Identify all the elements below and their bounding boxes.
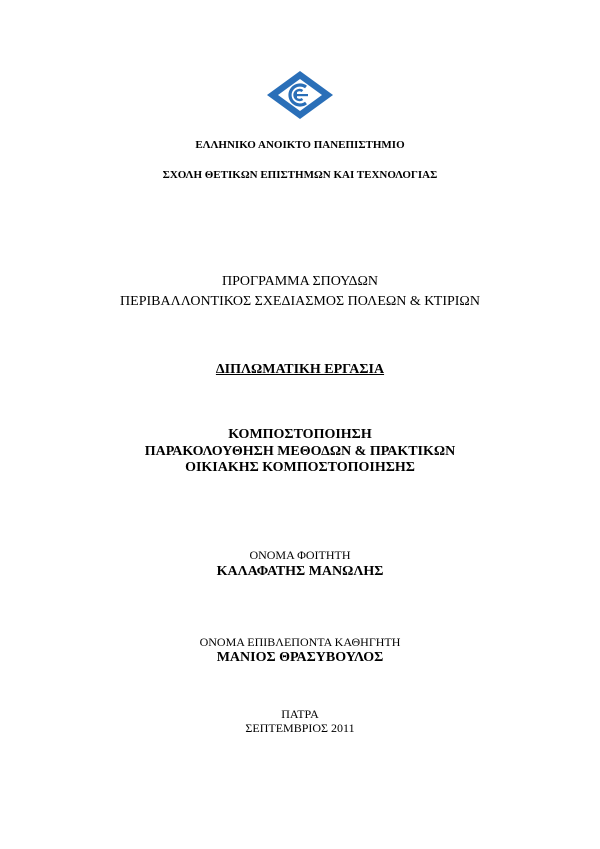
title-line-2: ΠΑΡΑΚΟΛΟΥΘΗΣΗ ΜΕΘΟΔΩΝ & ΠΡΑΚΤΙΚΩΝ <box>144 444 456 459</box>
student-label: ΟΝΟΜΑ ΦΟΙΤΗΤΗ <box>249 548 351 562</box>
title-line-3: ΟΙΚΙΑΚΗΣ ΚΟΜΠΟΣΤΟΠΟΙΗΣΗΣ <box>185 460 415 475</box>
date: ΣΕΠΤΕΜΒΡΙΟΣ 2011 <box>245 721 355 735</box>
school-name: ΣΧΟΛΗ ΘΕΤΙΚΩΝ ΕΠΙΣΤΗΜΩΝ ΚΑΙ ΤΕΧΝΟΛΟΓΙΑΣ <box>162 169 438 181</box>
student-name: ΚΑΛΑΦΑΤΗΣ ΜΑΝΩΛΗΣ <box>216 564 384 579</box>
program-label: ΠΡΟΓΡΑΜΜΑ ΣΠΟΥΔΩΝ <box>221 274 378 289</box>
supervisor-label: ΟΝΟΜΑ ΕΠΙΒΛΕΠΟΝΤΑ ΚΑΘΗΓΗΤΗ <box>199 635 401 649</box>
university-logo-icon <box>266 70 334 120</box>
place: ΠΑΤΡΑ <box>281 707 319 721</box>
title-line-1: ΚΟΜΠΟΣΤΟΠΟΙΗΣΗ <box>228 427 372 442</box>
program-name: ΠΕΡΙΒΑΛΛΟΝΤΙΚΟΣ ΣΧΕΔΙΑΣΜΟΣ ΠΟΛΕΩΝ & ΚΤΙΡΙΩΝ <box>120 294 480 309</box>
thesis-type: ΔΙΠΛΩΜΑΤΙΚΗ ΕΡΓΑΣΙΑ <box>215 362 385 377</box>
supervisor-name: ΜΑΝΙΟΣ ΘΡΑΣΥΒΟΥΛΟΣ <box>216 650 384 665</box>
university-name: ΕΛΛΗΝΙΚΟ ΑΝΟΙΚΤΟ ΠΑΝΕΠΙΣΤΗΜΙΟ <box>195 139 405 151</box>
